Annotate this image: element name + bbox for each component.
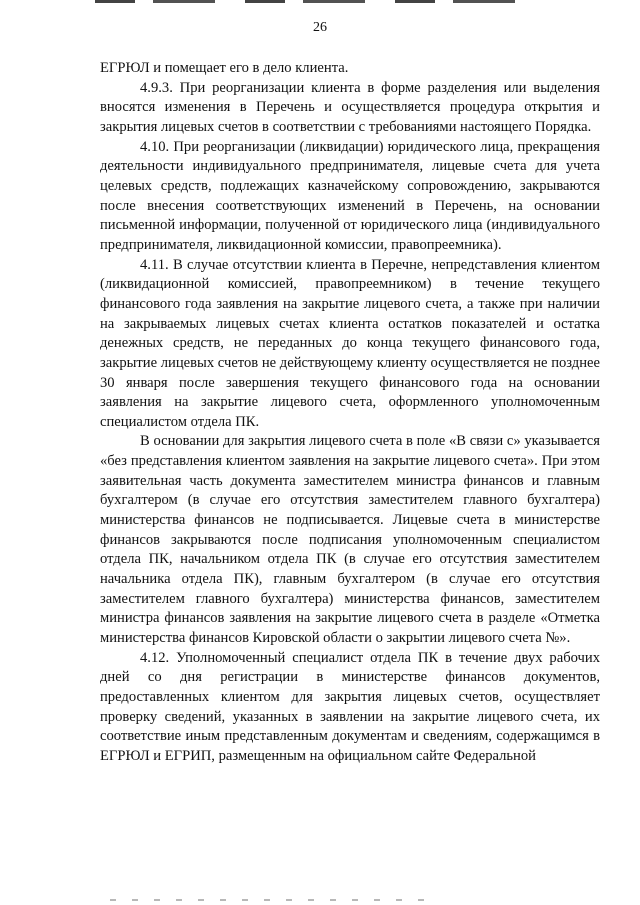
paragraph-closing-basis: В основании для закрытия лицевого счета в поле «В связи с» указывается «без представления клиентом заявления на закрытие лицевого счета». При этом заявительная часть документа заместителем министра финансов и главным бухгалтером (в случае его отсутствия заместителем главного бухгалтера) министерства финансов не подписывается. Лицевые счета в министерстве финансов закрываются после подписания уполномоченным специалистом отдела ПК, начальником отдела ПК (в случае его отсутствия заместителем начальника отдела ПК), главным бухгалтером (в случае его отсутствия заместителем главного бухгалтера) министерства финансов, заместителем министра финансов заявления на закрытие лицевого счета в разделе «Отметка министерства финансов Кировской области о закрытии лицевого счета №». [100,433,600,647]
scan-edge-top [95,0,515,3]
scan-edge-bottom [110,899,440,901]
paragraph-4-12: 4.12. Уполномоченный специалист отдела ПК в течение двух рабочих дней со дня регистрации в министерстве финансов документов, предоставленных клиентом для закрытия лицевых счетов, осуществляет проверку сведений, указанных в заявлении на закрытие лицевого счета, их соответствие иным представленным документам и сведениям, содержащимся в ЕГРЮЛ и ЕГРИП, размещенным на официальном сайте Федеральной [100,649,600,764]
paragraph-4-11: 4.11. В случае отсутствии клиента в Перечне, непредставления клиентом (ликвидационной комиссией, правопреемником) в течение текущего финансового года заявления на закрытие лицевого счета, а также при наличии на закрываемых лицевых счетах клиента остатков показателей и остатка денежных средств, не переданных до конца текущего финансового года, закрытие лицевых счетов не действующему клиенту осуществляется не позднее 30 января после завершения текущего финансового года на основании заявления на закрытие лицевого счета, оформленного уполномоченным специалистом отдела ПК. [100,256,600,430]
document-body [100,59,600,767]
paragraph-4-10: 4.10. При реорганизации (ликвидации) юридического лица, прекращения деятельности индивидуального предпринимателя, лицевые счета для учета целевых средств, подлежащих казначейскому сопровождению, закрываются после внесения соответствующих изменений в Перечень, на основании письменной информации, полученной от юридического лица (индивидуального предпринимателя, ликвидационной комиссии, правопреемника). [100,138,600,253]
paragraph-continuation: ЕГРЮЛ и помещает его в дело клиента. [100,60,349,76]
paragraph-4-9-3: 4.9.3. При реорганизации клиента в форме разделения или выделения вносятся изменения в Перечень и осуществляется процедура открытия и закрытия лицевых счетов в соответствии с требованиями настоящего Порядка. [100,79,600,135]
page-number: 26 [313,20,327,35]
